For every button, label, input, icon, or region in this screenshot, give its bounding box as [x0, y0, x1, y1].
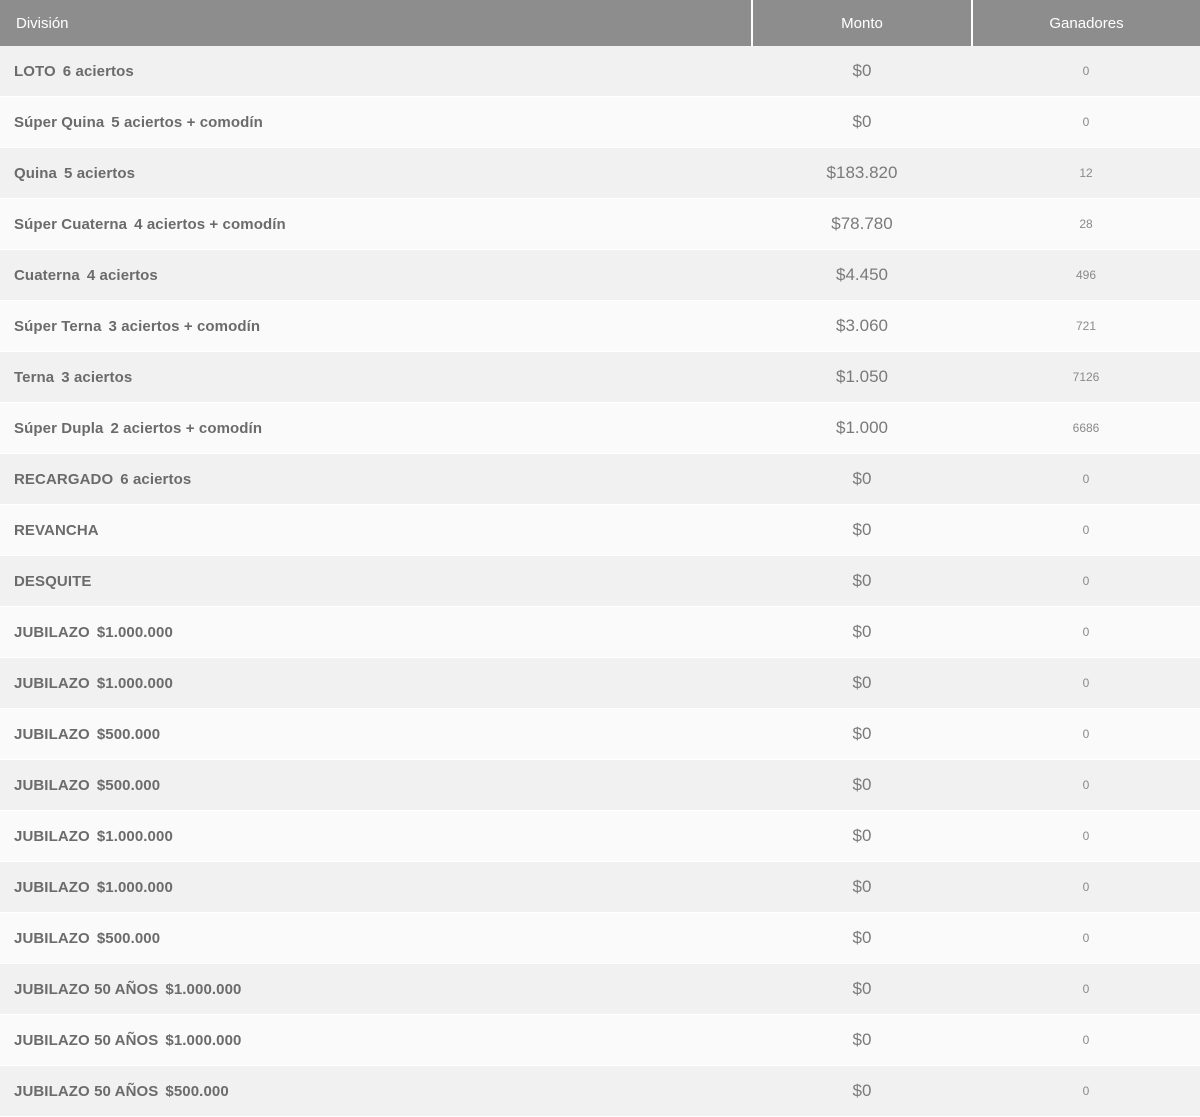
cell-monto: $0 — [752, 913, 972, 964]
division-detail: $500.000 — [96, 929, 161, 947]
cell-monto: $1.050 — [752, 352, 972, 403]
cell-division — [0, 505, 752, 556]
cell-ganadores: 0 — [972, 505, 1200, 556]
cell-ganadores: 0 — [972, 607, 1200, 658]
cell-division — [0, 913, 752, 964]
table-header-row — [0, 0, 1200, 46]
cell-monto: $0 — [752, 709, 972, 760]
cell-division — [0, 556, 752, 607]
cell-ganadores: 6686 — [972, 403, 1200, 454]
table-row — [0, 760, 1200, 811]
cell-monto: $0 — [752, 964, 972, 1015]
table-row — [0, 862, 1200, 913]
cell-monto: $0 — [752, 658, 972, 709]
division-detail: $500.000 — [165, 1082, 229, 1100]
table-row — [0, 250, 1200, 301]
cell-monto: $0 — [752, 862, 972, 913]
cell-ganadores: 0 — [972, 454, 1200, 505]
division-detail: 4 aciertos + comodín — [134, 215, 286, 233]
cell-monto: $0 — [752, 811, 972, 862]
cell-monto: $0 — [752, 1015, 972, 1066]
cell-monto: $0 — [752, 505, 972, 556]
cell-ganadores: 7126 — [972, 352, 1200, 403]
division-name: JUBILAZO 50 AÑOS — [14, 1082, 159, 1100]
division-detail: $500.000 — [96, 725, 161, 743]
cell-division — [0, 964, 752, 1015]
table-row — [0, 913, 1200, 964]
division-detail: $1.000.000 — [165, 980, 242, 998]
cell-ganadores: 0 — [972, 556, 1200, 607]
division-name: Súper Quina — [14, 113, 105, 131]
division-name: Quina — [14, 164, 58, 182]
table-row — [0, 352, 1200, 403]
cell-ganadores: 0 — [972, 658, 1200, 709]
cell-ganadores: 496 — [972, 250, 1200, 301]
cell-division — [0, 250, 752, 301]
table-row — [0, 964, 1200, 1015]
division-detail: $1.000.000 — [96, 878, 173, 896]
division-name: JUBILAZO — [14, 725, 90, 743]
cell-division — [0, 658, 752, 709]
table-row — [0, 1015, 1200, 1066]
cell-ganadores: 0 — [972, 1015, 1200, 1066]
division-name: Súper Terna — [14, 317, 102, 335]
division-name: Súper Cuaterna — [14, 215, 128, 233]
cell-division — [0, 199, 752, 250]
table-row — [0, 454, 1200, 505]
table-row — [0, 556, 1200, 607]
cell-ganadores: 12 — [972, 148, 1200, 199]
division-detail: 3 aciertos + comodín — [108, 317, 261, 335]
division-detail: 5 aciertos — [64, 164, 136, 182]
cell-ganadores: 721 — [972, 301, 1200, 352]
cell-monto: $0 — [752, 556, 972, 607]
cell-monto: $183.820 — [752, 148, 972, 199]
division-detail: $1.000.000 — [96, 623, 173, 641]
cell-division — [0, 301, 752, 352]
cell-division — [0, 1066, 752, 1117]
cell-monto: $0 — [752, 46, 972, 97]
cell-monto: $0 — [752, 607, 972, 658]
cell-division — [0, 352, 752, 403]
division-name: JUBILAZO — [14, 776, 90, 794]
division-name: Súper Dupla — [14, 419, 104, 437]
cell-ganadores: 0 — [972, 862, 1200, 913]
cell-division — [0, 607, 752, 658]
cell-division — [0, 403, 752, 454]
division-detail: 6 aciertos — [62, 62, 134, 80]
cell-monto: $4.450 — [752, 250, 972, 301]
table-row — [0, 199, 1200, 250]
table-row — [0, 505, 1200, 556]
column-header-division: División — [0, 0, 752, 46]
cell-monto: $1.000 — [752, 403, 972, 454]
cell-division — [0, 862, 752, 913]
division-detail: 3 aciertos — [61, 368, 133, 386]
cell-division — [0, 811, 752, 862]
division-name: DESQUITE — [14, 572, 92, 590]
cell-division — [0, 760, 752, 811]
division-name: REVANCHA — [14, 521, 99, 539]
table-header — [0, 0, 1200, 46]
table-row — [0, 148, 1200, 199]
division-name: RECARGADO — [14, 470, 114, 488]
division-name: JUBILAZO — [14, 929, 90, 947]
table-row — [0, 301, 1200, 352]
cell-ganadores: 0 — [972, 760, 1200, 811]
cell-ganadores: 0 — [972, 1066, 1200, 1117]
table-row — [0, 1066, 1200, 1117]
cell-ganadores: 0 — [972, 709, 1200, 760]
cell-ganadores: 0 — [972, 97, 1200, 148]
division-name: JUBILAZO 50 AÑOS — [14, 1031, 159, 1049]
division-detail: 5 aciertos + comodín — [111, 113, 263, 131]
table-row — [0, 658, 1200, 709]
table-row — [0, 709, 1200, 760]
division-name: JUBILAZO — [14, 674, 90, 692]
cell-monto: $0 — [752, 760, 972, 811]
division-name: LOTO — [14, 62, 56, 80]
division-name: JUBILAZO — [14, 878, 90, 896]
table-row — [0, 46, 1200, 97]
division-name: Cuaterna — [14, 266, 80, 284]
division-detail: $1.000.000 — [165, 1031, 242, 1049]
table-row — [0, 97, 1200, 148]
division-detail: 4 aciertos — [86, 266, 158, 284]
cell-division — [0, 148, 752, 199]
division-detail: 6 aciertos — [120, 470, 192, 488]
division-name: JUBILAZO 50 AÑOS — [14, 980, 159, 998]
cell-ganadores: 28 — [972, 199, 1200, 250]
division-detail: $1.000.000 — [96, 827, 173, 845]
table-row — [0, 811, 1200, 862]
table-row — [0, 607, 1200, 658]
table-body — [0, 46, 1200, 1117]
cell-division — [0, 46, 752, 97]
column-header-ganadores: Ganadores — [972, 0, 1200, 46]
column-header-monto: Monto — [752, 0, 972, 46]
cell-monto: $0 — [752, 1066, 972, 1117]
division-detail: $1.000.000 — [96, 674, 173, 692]
cell-division — [0, 709, 752, 760]
cell-monto: $0 — [752, 454, 972, 505]
cell-division — [0, 1015, 752, 1066]
cell-monto: $3.060 — [752, 301, 972, 352]
division-name: JUBILAZO — [14, 827, 90, 845]
table-row — [0, 403, 1200, 454]
cell-division — [0, 454, 752, 505]
division-name: Terna — [14, 368, 55, 386]
cell-ganadores: 0 — [972, 811, 1200, 862]
division-detail: 2 aciertos + comodín — [110, 419, 263, 437]
division-name: JUBILAZO — [14, 623, 90, 641]
cell-monto: $0 — [752, 97, 972, 148]
cell-ganadores: 0 — [972, 964, 1200, 1015]
division-detail: $500.000 — [96, 776, 161, 794]
cell-ganadores: 0 — [972, 913, 1200, 964]
cell-monto: $78.780 — [752, 199, 972, 250]
cell-division — [0, 97, 752, 148]
cell-ganadores: 0 — [972, 46, 1200, 97]
